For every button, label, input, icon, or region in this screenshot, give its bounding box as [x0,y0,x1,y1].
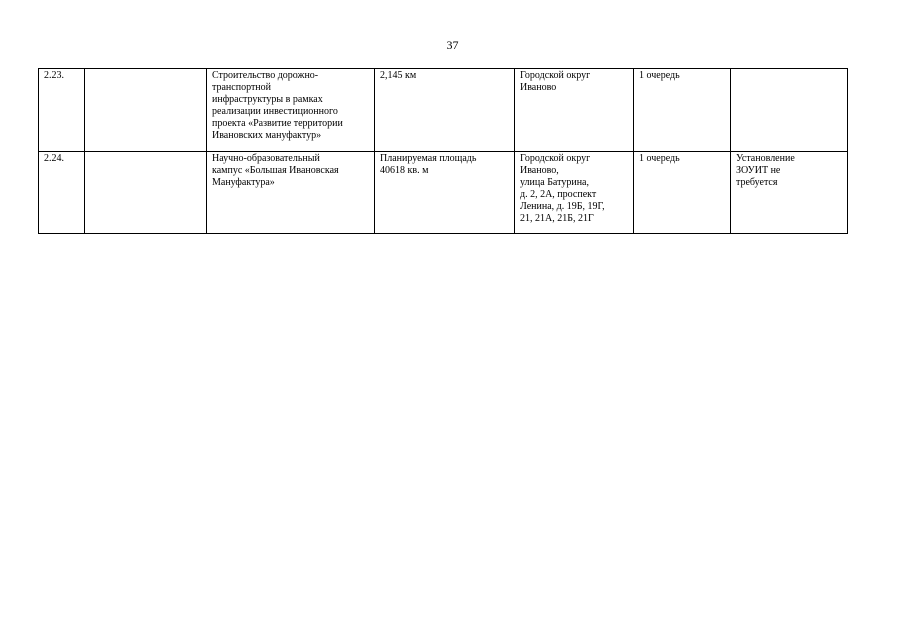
table-row [39,69,848,152]
objects-table [38,68,848,234]
location-cell: Городской округ Иваново [515,69,634,152]
object-name-cell: Строительство дорожно- транспортной инфраструктуры в рамках реализации инвестиционного проекта «Развитие территории Ивановских мануфактур» [207,69,375,152]
item-number-cell: 2.24. [39,152,85,234]
empty-cell [85,152,207,234]
object-name-cell: Научно-образовательный кампус «Большая Ивановская Мануфактура» [207,152,375,234]
parameter-cell: 2,145 км [375,69,515,152]
queue-cell: 1 очередь [634,152,731,234]
item-number-cell: 2.23. [39,69,85,152]
queue-cell: 1 очередь [634,69,731,152]
zone-cell [731,69,848,152]
empty-cell [85,69,207,152]
page-number: 37 [446,38,459,52]
parameter-cell: Планируемая площадь 40618 кв. м [375,152,515,234]
table-row [39,152,848,234]
location-cell: Городской округ Иваново, улица Батурина, д. 2, 2А, проспект Ленина, д. 19Б, 19Г, 21, 21А, 21Б, 21Г [515,152,634,234]
zone-cell: Установление ЗОУИТ не требуется [731,152,848,234]
